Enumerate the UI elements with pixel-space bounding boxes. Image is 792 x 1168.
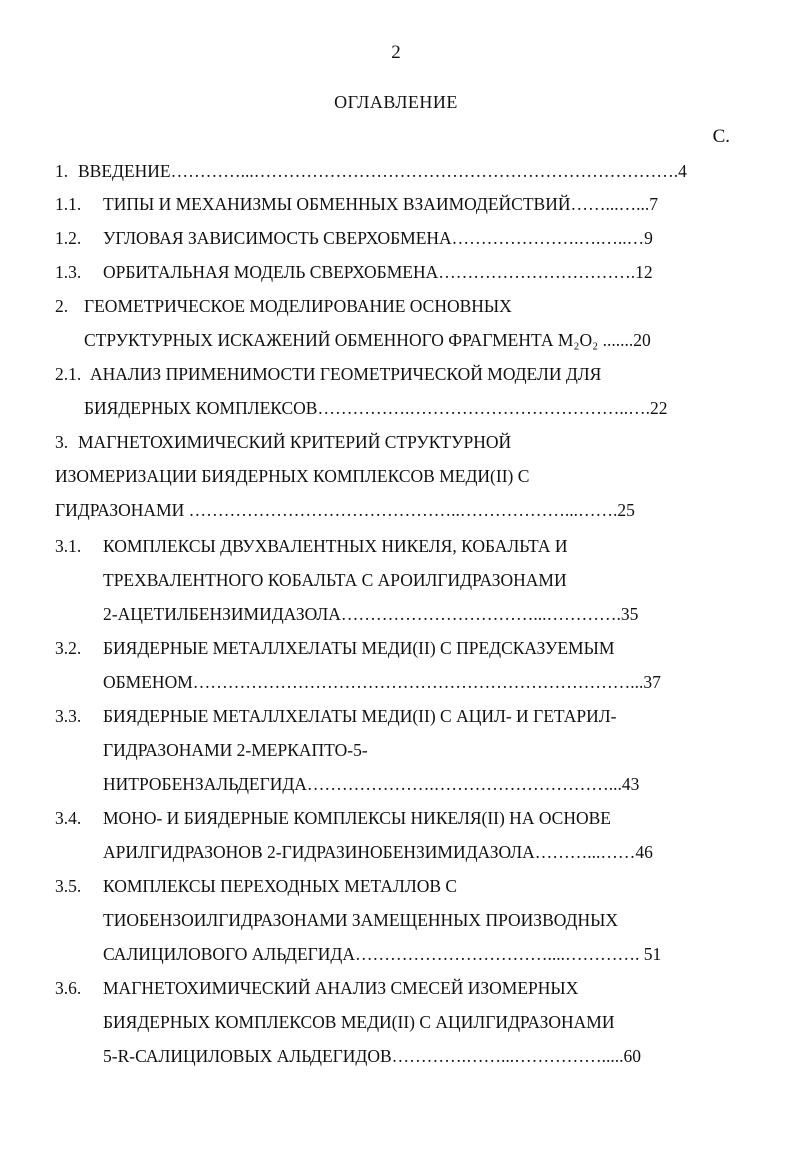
toc-entry-line: КОМПЛЕКСЫ ДВУХВАЛЕНТНЫХ НИКЕЛЯ, КОБАЛЬТА И bbox=[103, 536, 568, 556]
toc-entry-num: 3. bbox=[55, 432, 69, 452]
toc-title: ОГЛАВЛЕНИЕ bbox=[334, 92, 458, 112]
toc-entry-line: ТИОБЕНЗОИЛГИДРАЗОНАМИ ЗАМЕЩЕННЫХ ПРОИЗВОДНЫХ bbox=[103, 910, 618, 930]
toc-entry-line: ТРЕХВАЛЕНТНОГО КОБАЛЬТА С АРОИЛГИДРАЗОНАМИ bbox=[103, 570, 567, 590]
toc-entry-num: 3.4. bbox=[55, 808, 82, 828]
toc-entry-line: 2-АЦЕТИЛБЕНЗИМИДАЗОЛА……………………………...………….35 bbox=[103, 604, 639, 624]
toc-entry-num: 1.3. bbox=[55, 262, 82, 282]
toc-entry-line: УГЛОВАЯ ЗАВИСИМОСТЬ СВЕРХОБМЕНА………………….….…..…9 bbox=[103, 228, 653, 248]
toc-entry-num: 3.6. bbox=[55, 978, 82, 998]
toc-entry-num: 1.2. bbox=[55, 228, 82, 248]
toc-entry-line: 5-R-САЛИЦИЛОВЫХ АЛЬДЕГИДОВ………….……...…………….....60 bbox=[103, 1046, 642, 1066]
toc-entry-line: ТИПЫ И МЕХАНИЗМЫ ОБМЕННЫХ ВЗАИМОДЕЙСТВИЙ……...…...7 bbox=[103, 194, 658, 214]
toc-entry-line: САЛИЦИЛОВОГО АЛЬДЕГИДА……………………………....…………. 51 bbox=[103, 944, 662, 964]
toc-entry-line: АРИЛГИДРАЗОНОВ 2-ГИДРАЗИНОБЕНЗИМИДАЗОЛА………...……46 bbox=[103, 842, 653, 862]
toc-entry-line: ВВЕДЕНИЕ…………...……………………………………………………………….4 bbox=[78, 161, 687, 181]
toc-entry-num: 2. bbox=[55, 296, 69, 316]
toc-entry-line: ОБМЕНОМ…………………………………………………………………...37 bbox=[103, 672, 661, 692]
toc-entry-line: БИЯДЕРНЫЕ МЕТАЛЛХЕЛАТЫ МЕДИ(II) С АЦИЛ- И ГЕТАРИЛ- bbox=[103, 706, 617, 726]
toc-entry-num: 1.1. bbox=[55, 194, 82, 214]
toc-entry-line: СТРУКТУРНЫХ ИСКАЖЕНИЙ ОБМЕННОГО ФРАГМЕНТА M₂O₂ .......20 bbox=[84, 330, 651, 350]
toc-entry-line: БИЯДЕРНЫХ КОМПЛЕКСОВ…………….………………………………..….22 bbox=[84, 398, 668, 418]
toc-entry-num: 3.5. bbox=[55, 876, 82, 896]
page-number: 2 bbox=[391, 42, 401, 63]
toc-entry-line: МОНО- И БИЯДЕРНЫЕ КОМПЛЕКСЫ НИКЕЛЯ(II) НА ОСНОВЕ bbox=[103, 808, 611, 828]
toc-entry-num: 3.1. bbox=[55, 536, 82, 556]
toc-entry-line: ОРБИТАЛЬНАЯ МОДЕЛЬ СВЕРХОБМЕНА…………………………….12 bbox=[103, 262, 653, 282]
toc-entry-num: 1. bbox=[55, 161, 69, 181]
toc-entry-line: ИЗОМЕРИЗАЦИИ БИЯДЕРНЫХ КОМПЛЕКСОВ МЕДИ(II) С bbox=[55, 466, 530, 486]
toc-entry-line: АНАЛИЗ ПРИМЕНИМОСТИ ГЕОМЕТРИЧЕСКОЙ МОДЕЛИ ДЛЯ bbox=[90, 364, 602, 384]
toc-entry-line: МАГНЕТОХИМИЧЕСКИЙ КРИТЕРИЙ СТРУКТУРНОЙ bbox=[78, 432, 512, 452]
toc-entry-num: 3.2. bbox=[55, 638, 82, 658]
toc-entry-num: 2.1. bbox=[55, 364, 82, 384]
toc-entry-line: КОМПЛЕКСЫ ПЕРЕХОДНЫХ МЕТАЛЛОВ С bbox=[103, 876, 458, 896]
toc-entry-num: 3.3. bbox=[55, 706, 82, 726]
toc-entry-line: ГИДРАЗОНАМИ 2-МЕРКАПТО-5- bbox=[103, 740, 368, 760]
toc-entry-line: ГЕОМЕТРИЧЕСКОЕ МОДЕЛИРОВАНИЕ ОСНОВНЫХ bbox=[84, 296, 512, 316]
page-column-label: С. bbox=[712, 126, 730, 147]
toc-entry-line: МАГНЕТОХИМИЧЕСКИЙ АНАЛИЗ СМЕСЕЙ ИЗОМЕРНЫХ bbox=[103, 978, 579, 998]
toc-entry-line: НИТРОБЕНЗАЛЬДЕГИДА………………….…………………………...43 bbox=[103, 774, 640, 794]
toc-entry-line: ГИДРАЗОНАМИ ………………………………………..………………...…….25 bbox=[55, 500, 635, 520]
toc-entry-line: БИЯДЕРНЫЕ МЕТАЛЛХЕЛАТЫ МЕДИ(II) С ПРЕДСКАЗУЕМЫМ bbox=[103, 638, 615, 658]
toc-entry-line: БИЯДЕРНЫХ КОМПЛЕКСОВ МЕДИ(II) С АЦИЛГИДРАЗОНАМИ bbox=[103, 1012, 615, 1032]
